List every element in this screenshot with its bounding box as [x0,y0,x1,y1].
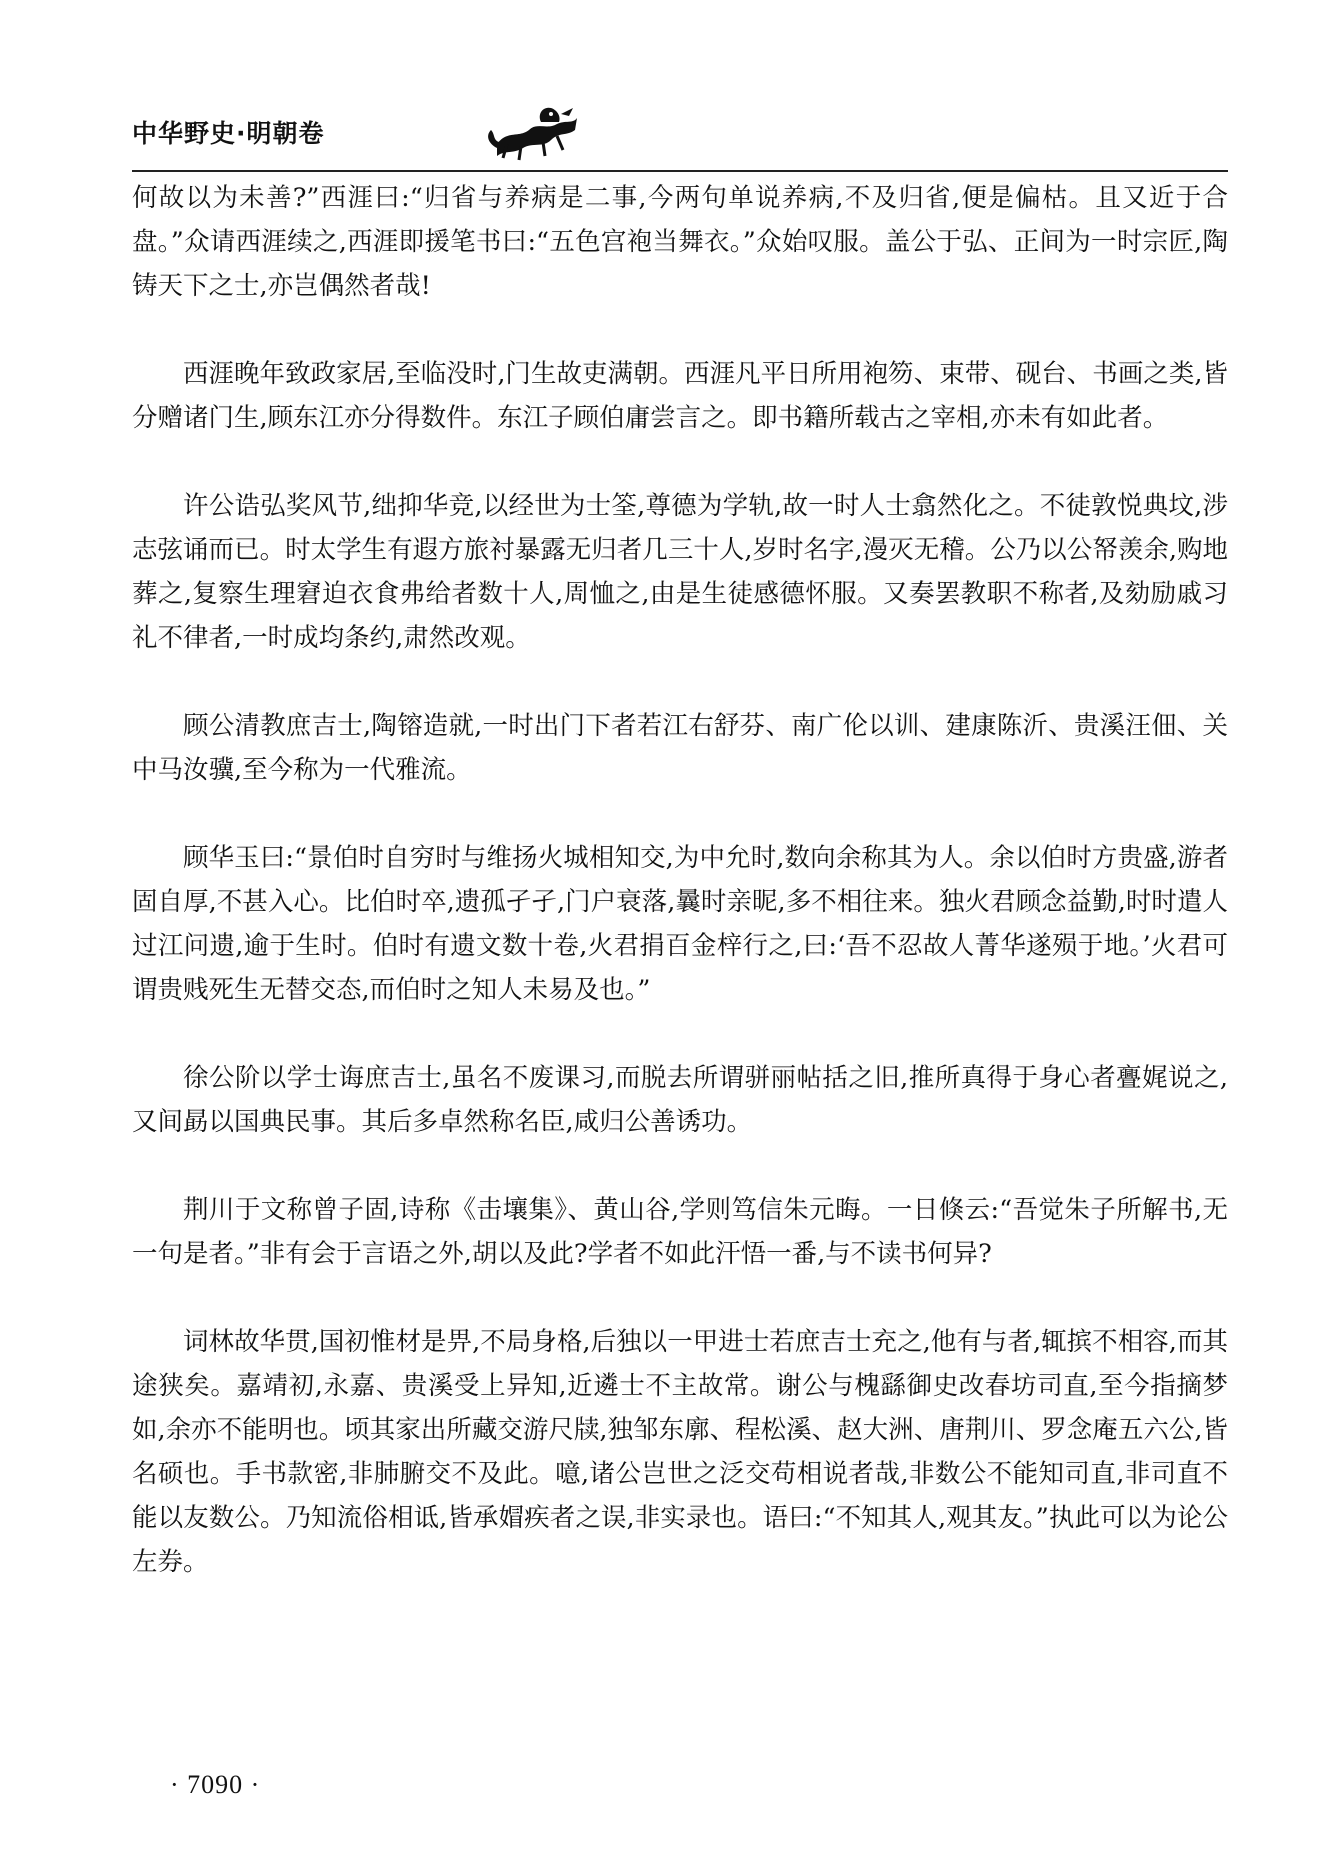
header-rule [132,170,1228,172]
paragraph-gap [132,1012,1228,1056]
page-body [132,176,1228,1584]
paragraph: 顾公清教庶吉士,陶镕造就,一时出门下者若江右舒芬、南广伦以训、建康陈沂、贵溪汪佃、关中马汝骥,至今称为一代雅流。 [132,711,1228,785]
paragraph: 西涯晚年致政家居,至临没时,门生故吏满朝。西涯凡平日所用袍笏、束带、砚台、书画之类,皆分赠诸门生,顾东江亦分得数件。东江子顾伯庸尝言之。即书籍所载古之宰相,亦未有如此者。 [132,359,1228,433]
paragraph: 词林故华贯,国初惟材是畀,不局身格,后独以一甲进士若庶吉士充之,他有与者,辄摈不相容,而其途狭矣。嘉靖初,永嘉、贵溪受上异知,近遴士不主故常。谢公与槐繇御史改春坊司直,至今指摘梦如,余亦不能明也。顷其家出所藏交游尺牍,独邹东廓、程松溪、赵大洲、唐荆川、罗念庵五六公,皆名硕也。手书款密,非肺腑交不及此。噫,诸公岂世之泛交苟相说者哉,非数公不能知司直,非司直不能以友数公。乃知流俗相诋,皆承媢疾者之误,非实录也。语曰:“不知其人,观其友。”执此可以为论公左券。 [132,1327,1228,1577]
paragraph: 许公诰弘奖风节,绌抑华竞,以经世为士筌,尊德为学轨,故一时人士翕然化之。不徒敦悦典坟,涉志弦诵而已。时太学生有遐方旅衬暴露无归者几三十人,岁时名字,漫灭无稽。公乃以公帑羡余,购地葬之,复察生理窘迫衣食弗给者数十人,周恤之,由是生徒感德怀服。又奏罢教职不称者,及劾励戚习礼不律者,一时成均条约,肃然改观。 [132,491,1228,653]
paragraph-gap [132,660,1228,704]
paragraph-gap [132,440,1228,484]
paragraph: 荆川于文称曾子固,诗称《击壤集》、黄山谷,学则笃信朱元晦。一日倏云:“吾觉朱子所解书,无一句是者。”非有会于言语之外,胡以及此?学者不如此汗悟一番,与不读书何异? [132,1195,1228,1269]
dragon-emblem-icon [477,100,587,162]
running-header [132,100,1232,170]
page-number: · 7090 · [170,1770,261,1799]
paragraph-gap [132,308,1228,352]
paragraph-gap [132,792,1228,836]
book-title: 中华野史·明朝卷 [132,119,325,148]
paragraph-gap [132,1144,1228,1188]
paragraph: 何故以为未善?”西涯曰:“归省与养病是二事,今两句单说养病,不及归省,便是偏枯。且又近于合盘。”众请西涯续之,西涯即援笔书曰:“五色宫袍当舞衣。”众始叹服。盖公于弘、正间为一时宗匠,陶铸天下之士,亦岂偶然者哉! [132,183,1228,301]
paragraph-gap [132,1276,1228,1320]
paragraph: 徐公阶以学士诲庶吉士,虽名不废课习,而脱去所谓骈丽帖括之旧,推所真得于身心者亹娓说之,又间勗以国典民事。其后多卓然称名臣,咸归公善诱功。 [132,1063,1228,1137]
paragraph: 顾华玉曰:“景伯时自穷时与维扬火城相知交,为中允时,数向余称其为人。余以伯时方贵盛,游者固自厚,不甚入心。比伯时卒,遗孤孑孑,门户衰落,曩时亲昵,多不相往来。独火君顾念益勤,时时遣人过江问遗,逾于生时。伯时有遗文数十卷,火君捐百金梓行之,曰:‘吾不忍故人菁华遂殒于地。’火君可谓贵贱死生无替交态,而伯时之知人未易及也。” [132,843,1228,1005]
